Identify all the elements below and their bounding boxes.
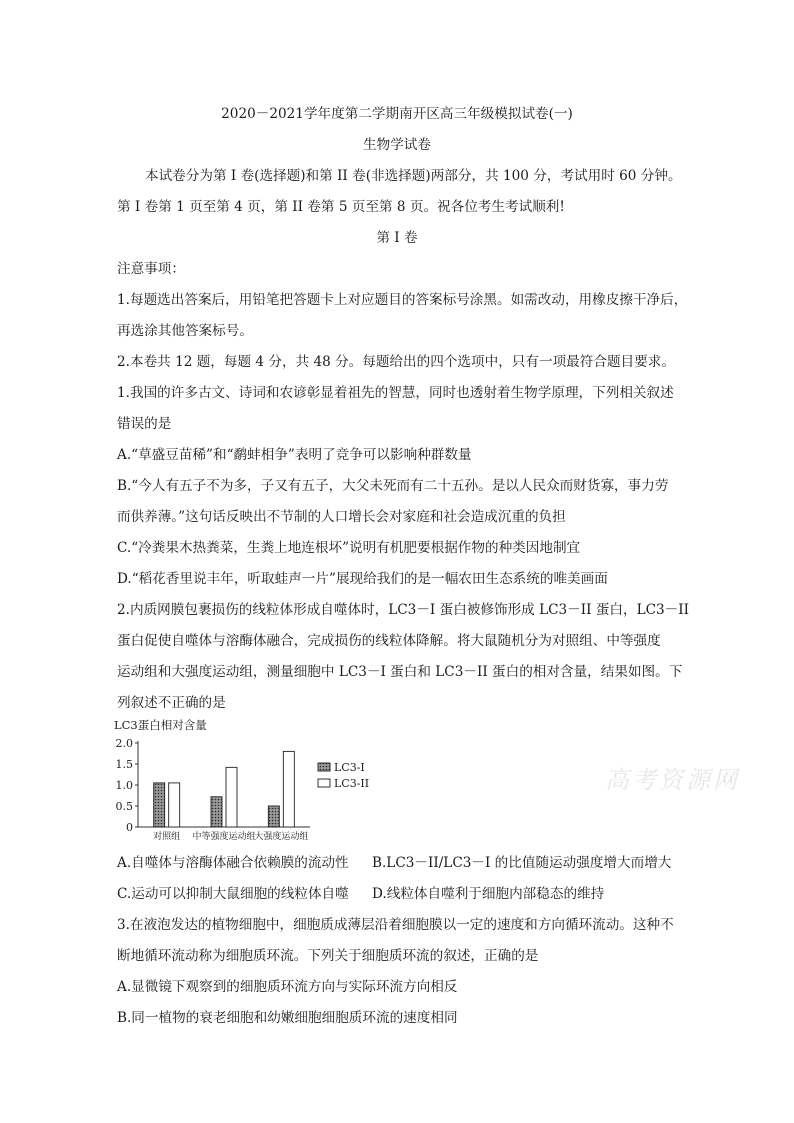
note-1-line-2: 再选涂其他答案标号。: [117, 323, 253, 339]
q2-stem-line-4: 列叙述不正确的是: [117, 695, 226, 711]
lc3-bar-chart: [112, 717, 372, 845]
q2-option-a: A.自噬体与溶酶体融合依赖膜的流动性: [117, 855, 349, 871]
x-category-label: 中等强度运动组: [192, 832, 256, 842]
q1-option-d: D.“稻花香里说丰年，听取蛙声一片”展现给我们的是一幅农田生态系统的唯美画面: [117, 571, 608, 587]
x-category-label: 大强度运动组: [254, 832, 309, 842]
q2-stem-line-2: 蛋白促使自噬体与溶酶体融合，完成损伤的线粒体降解。将大鼠随机分为对照组、中等强度: [117, 633, 661, 649]
bar-lc3-ii: [283, 751, 294, 827]
y-tick-label: 0: [126, 821, 133, 834]
intro-line-2: 第 I 卷第 1 页至第 4 页，第 II 卷第 5 页至第 8 页。祝各位考生考试顺利!: [117, 199, 565, 215]
exam-title: 2020－2021学年度第二学期南开区高三年级模拟试卷(一): [221, 106, 573, 122]
q2-stem-line-1: 2.内质网膜包裹损伤的线粒体形成自噬体时，LC3－I 蛋白被修饰形成 LC3－II 蛋白，LC3－II: [117, 602, 690, 618]
bar-lc3-i: [154, 783, 165, 827]
bar-lc3-i: [268, 806, 279, 827]
q3-stem-line-1: 3.在液泡发达的植物细胞中，细胞质成薄层沿着细胞膜以一定的速度和方向循环流动。这种不: [117, 917, 674, 933]
legend-label-lc3-i: LC3-I: [334, 761, 365, 774]
y-tick-label: 1.0: [115, 779, 133, 792]
q2-stem-line-3: 运动组和大强度运动组，测量细胞中 LC3－I 蛋白和 LC3－II 蛋白的相对含量，结果如图。下: [117, 664, 683, 680]
note-2: 2.本卷共 12 题，每题 4 分，共 48 分。每题给出的四个选项中，只有一项最符合题目要求。: [117, 354, 675, 370]
lc3-chart-svg: [112, 717, 372, 845]
subject-title: 生物学试卷: [363, 137, 431, 153]
section-title: 第 I 卷: [376, 230, 418, 246]
intro-line-1: 本试卷分为第 I 卷(选择题)和第 II 卷(非选择题)两部分，共 100 分，考试用时 60 分钟。: [145, 168, 682, 184]
x-category-label: 对照组: [153, 832, 181, 842]
q1-option-b-line-1: B.“今人有五子不为多，子又有五子，大父未死而有二十五孙。是以人民众而财货寡，事力劳: [117, 478, 669, 494]
q2-option-c: C.运动可以抑制大鼠细胞的线粒体自噬: [117, 886, 349, 902]
legend-swatch-lc3-i: [318, 763, 330, 771]
chart-ylabel: LC3蛋白相对含量: [114, 718, 207, 732]
q2-option-d: D.线粒体自噬利于细胞内部稳态的维持: [372, 886, 605, 902]
q1-option-a: A.“草盛豆苗稀”和“鹬蚌相争”表明了竞争可以影响种群数量: [117, 447, 472, 463]
q3-stem-line-2: 断地循环流动称为细胞质环流。下列关于细胞质环流的叙述，正确的是: [117, 948, 539, 964]
q3-option-a: A.显微镜下观察到的细胞质环流方向与实际环流方向相反: [117, 979, 458, 995]
legend-label-lc3-ii: LC3-II: [334, 777, 370, 790]
q3-option-b: B.同一植物的衰老细胞和幼嫩细胞细胞质环流的速度相同: [117, 1010, 458, 1026]
y-tick-label: 1.5: [115, 758, 133, 771]
note-1-line-1: 1.每题选出答案后，用铅笔把答题卡上对应题目的答案标号涂黑。如需改动，用橡皮擦干净后，: [117, 292, 688, 308]
y-tick-label: 2.0: [115, 737, 133, 750]
q1-stem-line-1: 1.我国的许多古文、诗词和农谚彰显着祖先的智慧，同时也透射着生物学原理，下列相关叙述: [117, 385, 674, 401]
q2-option-b: B.LC3－II/LC3－I 的比值随运动强度增大而增大: [372, 855, 672, 871]
notes-heading: 注意事项：: [117, 261, 185, 277]
legend-swatch-lc3-ii: [318, 779, 330, 787]
y-tick-label: 0.5: [115, 800, 133, 813]
bar-lc3-ii: [226, 767, 237, 827]
q1-option-b-line-2: 而供养薄。”这句话反映出不节制的人口增长会对家庭和社会造成沉重的负担: [117, 509, 566, 525]
watermark-text: 高考资源网: [605, 766, 740, 794]
bar-lc3-i: [211, 797, 222, 827]
q1-option-c: C.“冷粪果木热粪菜，生粪上地连根坏”说明有机肥要根据作物的种类因地制宜: [117, 540, 581, 556]
q1-stem-line-2: 错误的是: [117, 416, 172, 432]
bar-lc3-ii: [169, 783, 180, 827]
